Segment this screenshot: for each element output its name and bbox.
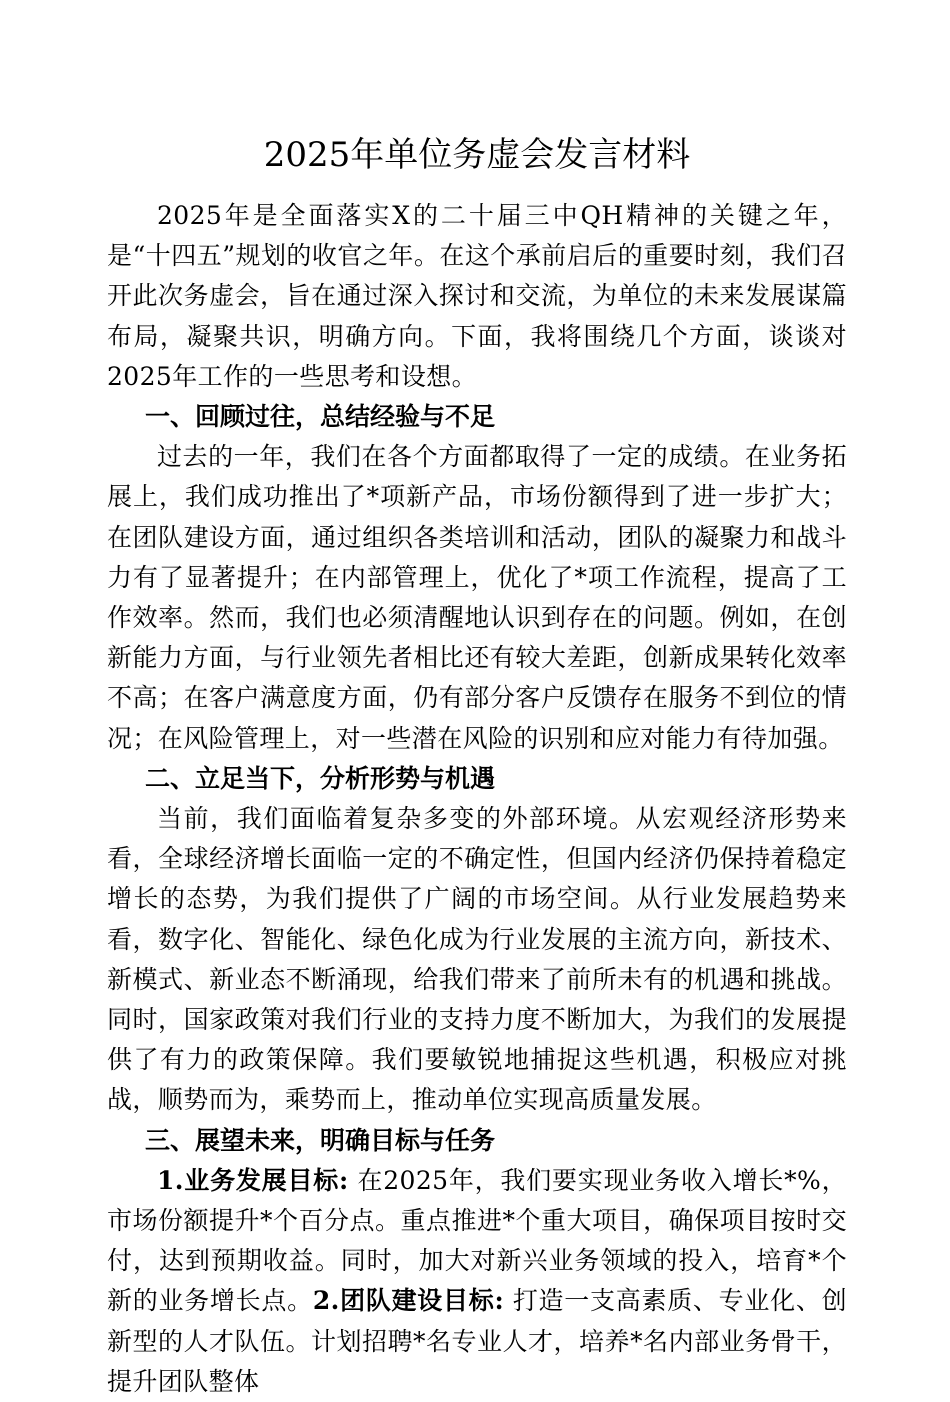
intro-paragraph: 2025年是全面落实X的二十届三中QH精神的关键之年，是“十四五”规划的收官之年。在这个承前启后的重要时刻，我们召开此次务虚会，旨在通过深入探讨和交流，为单位的未来发展谋篇布局，凝聚共识，明确方向。下面，我将围绕几个方面，谈谈对2025年工作的一些思考和设想。 xyxy=(107,201,847,391)
section-heading-outlook: 三、展望未来，明确目标与任务 xyxy=(145,1125,496,1155)
document-title: 2025年单位务虚会发言材料 xyxy=(263,135,691,175)
section-body-situation: 当前，我们面临着复杂多变的外部环境。从宏观经济形势来看，全球经济增长面临一定的不确定性，但国内经济仍保持着稳定增长的态势，为我们提供了广阔的市场空间。从行业发展趋势来看，数字化、智能化、绿色化成为行业发展的主流方向，新技术、新模式、新业态不断涌现，给我们带来了前所未有的机遇和挑战。同时，国家政策对我们行业的支持力度不断加大，为我们的发展提供了有力的政策保障。我们要敏锐地捕捉这些机遇，积极应对挑战，顺势而为，乘势而上，推动单位实现高质量发展。 xyxy=(107,804,847,1115)
goal-business-label: 1.业务发展目标: xyxy=(157,1165,349,1195)
document-page xyxy=(107,130,847,1402)
goal-team-text: 打造一支高素质、专业化、创新型的人才队伍。计划招聘*名专业人才，培养*名内部业务骨干，提升团队整体 xyxy=(107,1286,847,1396)
section-body-outlook xyxy=(107,1161,847,1402)
section-body-review: 过去的一年，我们在各个方面都取得了一定的成绩。在业务拓展上，我们成功推出了*项新产品，市场份额得到了进一步扩大；在团队建设方面，通过组织各类培训和活动，团队的凝聚力和战斗力有了显著提升；在内部管理上，优化了*项工作流程，提高了工作效率。然而，我们也必须清醒地认识到存在的问题。例如，在创新能力方面，与行业领先者相比还有较大差距，创新成果转化效率不高；在客户满意度方面，仍有部分客户反馈存在服务不到位的情况；在风险管理上，对一些潜在风险的识别和应对能力有待加强。 xyxy=(107,442,847,753)
section-heading-situation: 二、立足当下，分析形势与机遇 xyxy=(145,763,496,793)
section-heading-review: 一、回顾过往，总结经验与不足 xyxy=(145,402,496,432)
goal-team-label: 2.团队建设目标: xyxy=(312,1286,505,1316)
goal-business-text: 在2025年，我们要实现业务收入增长*%，市场份额提升*个百分点。重点推进*个重大项目，确保项目按时交付，达到预期收益。同时，加大对新兴业务领域的投入，培育*个新的业务增长点。 xyxy=(107,1165,847,1316)
